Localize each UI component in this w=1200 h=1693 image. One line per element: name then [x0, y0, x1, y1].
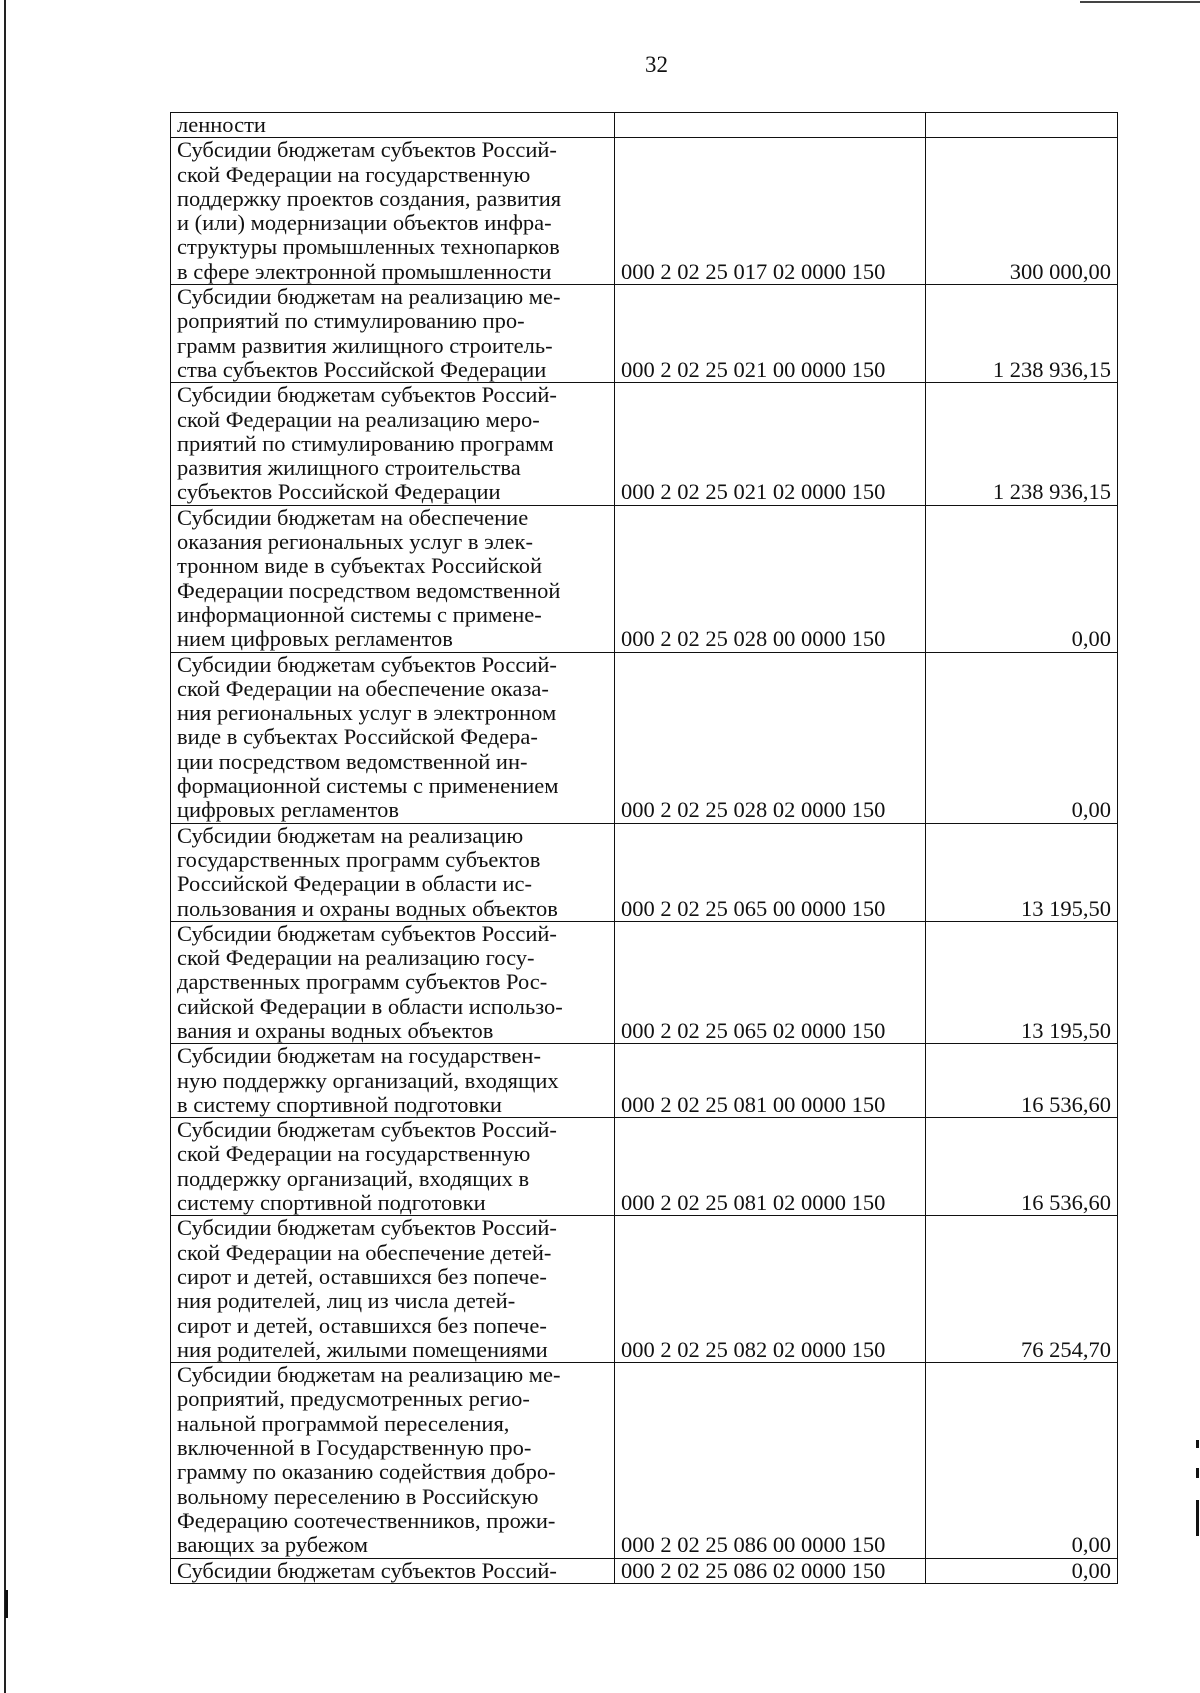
income-name-cell: ленности: [171, 113, 615, 138]
amount-cell: 0,00: [926, 505, 1118, 652]
table-row: [171, 823, 1118, 921]
budget-table: [170, 112, 1118, 1584]
page-number: 32: [645, 52, 668, 77]
scan-mark: [5, 1590, 8, 1618]
income-name-cell: Субсидии бюджетам субъектов Россий- ской Федерации на реализацию меро- приятий по стимулированию программ развития жилищного строительства субъектов Российской Федерации: [171, 383, 615, 505]
budget-code-cell: 000 2 02 25 081 02 0000 150: [615, 1118, 926, 1216]
budget-code-cell: 000 2 02 25 086 00 0000 150: [615, 1363, 926, 1558]
budget-code-cell: 000 2 02 25 021 02 0000 150: [615, 383, 926, 505]
scan-mark: [1196, 1440, 1199, 1448]
budget-code-cell: [615, 113, 926, 138]
amount-cell: 0,00: [926, 652, 1118, 823]
budget-table-body: [171, 113, 1118, 1584]
scan-left-edge: [0, 0, 6, 1693]
amount-cell: 76 254,70: [926, 1216, 1118, 1363]
amount-cell: 13 195,50: [926, 921, 1118, 1043]
budget-code-cell: 000 2 02 25 017 02 0000 150: [615, 138, 926, 285]
income-name-cell: Субсидии бюджетам субъектов Россий- ской Федерации на государственную поддержку организаций, входящих в систему спортивной подготовки: [171, 1118, 615, 1216]
income-name-cell: Субсидии бюджетам на реализацию ме- роприятий по стимулированию про- грамм развития жилищного строитель- ства субъектов Российской Федерации: [171, 285, 615, 383]
budget-code-cell: 000 2 02 25 086 02 0000 150: [615, 1558, 926, 1583]
amount-cell: 16 536,60: [926, 1044, 1118, 1118]
income-name-cell: Субсидии бюджетам субъектов Россий- ской Федерации на государственную поддержку проектов создания, развития и (или) модернизации объектов инфра- структуры промышленных технопарков в сфере электронной промышленности: [171, 138, 615, 285]
budget-code-cell: 000 2 02 25 065 02 0000 150: [615, 921, 926, 1043]
income-name-cell: Субсидии бюджетам субъектов Россий- ской Федерации на реализацию госу- дарственных программ субъектов Рос- сийской Федерации в области использо- вания и охраны водных объектов: [171, 921, 615, 1043]
scan-mark: [1196, 1468, 1199, 1478]
table-row: [171, 285, 1118, 383]
amount-cell: 300 000,00: [926, 138, 1118, 285]
table-row: [171, 505, 1118, 652]
table-row: [171, 921, 1118, 1043]
amount-cell: [926, 113, 1118, 138]
table-row: [171, 383, 1118, 505]
amount-cell: 16 536,60: [926, 1118, 1118, 1216]
income-name-cell: Субсидии бюджетам на реализацию государственных программ субъектов Российской Федерации в области ис- пользования и охраны водных объектов: [171, 823, 615, 921]
income-name-cell: Субсидии бюджетам субъектов Россий- ской Федерации на обеспечение детей- сирот и детей, оставшихся без попече- ния родителей, лиц из числа детей- сирот и детей, оставшихся без попече- ния родителей, жилыми помещениями: [171, 1216, 615, 1363]
income-name-cell: Субсидии бюджетам на обеспечение оказания региональных услуг в элек- тронном виде в субъектах Российской Федерации посредством ведомственной информационной системы с примене- нием цифровых регламентов: [171, 505, 615, 652]
table-row: [171, 1216, 1118, 1363]
scan-mark: [1196, 1500, 1199, 1536]
budget-code-cell: 000 2 02 25 065 00 0000 150: [615, 823, 926, 921]
amount-cell: 1 238 936,15: [926, 383, 1118, 505]
table-row: [171, 1363, 1118, 1558]
amount-cell: 0,00: [926, 1558, 1118, 1583]
table-row: [171, 652, 1118, 823]
budget-code-cell: 000 2 02 25 021 00 0000 150: [615, 285, 926, 383]
scan-top-line: [1080, 1, 1200, 3]
table-row: [171, 138, 1118, 285]
table-row: [171, 113, 1118, 138]
income-name-cell: Субсидии бюджетам на государствен- ную поддержку организаций, входящих в систему спортивной подготовки: [171, 1044, 615, 1118]
amount-cell: 1 238 936,15: [926, 285, 1118, 383]
income-name-cell: Субсидии бюджетам субъектов Россий- ской Федерации на обеспечение оказа- ния региональных услуг в электронном виде в субъектах Российской Федера- ции посредством ведомственной ин- формационной системы с применением цифровых регламентов: [171, 652, 615, 823]
budget-code-cell: 000 2 02 25 028 00 0000 150: [615, 505, 926, 652]
table-row: [171, 1558, 1118, 1583]
amount-cell: 0,00: [926, 1363, 1118, 1558]
income-name-cell: Субсидии бюджетам субъектов Россий-: [171, 1558, 615, 1583]
budget-code-cell: 000 2 02 25 028 02 0000 150: [615, 652, 926, 823]
table-row: [171, 1118, 1118, 1216]
income-name-cell: Субсидии бюджетам на реализацию ме- роприятий, предусмотренных регио- нальной программой переселения, включенной в Государственную про- грамму по оказанию содействия добро- вольному переселению в Российскую Федерацию соотечественников, прожи- вающих за рубежом: [171, 1363, 615, 1558]
budget-code-cell: 000 2 02 25 082 02 0000 150: [615, 1216, 926, 1363]
budget-code-cell: 000 2 02 25 081 00 0000 150: [615, 1044, 926, 1118]
table-row: [171, 1044, 1118, 1118]
amount-cell: 13 195,50: [926, 823, 1118, 921]
